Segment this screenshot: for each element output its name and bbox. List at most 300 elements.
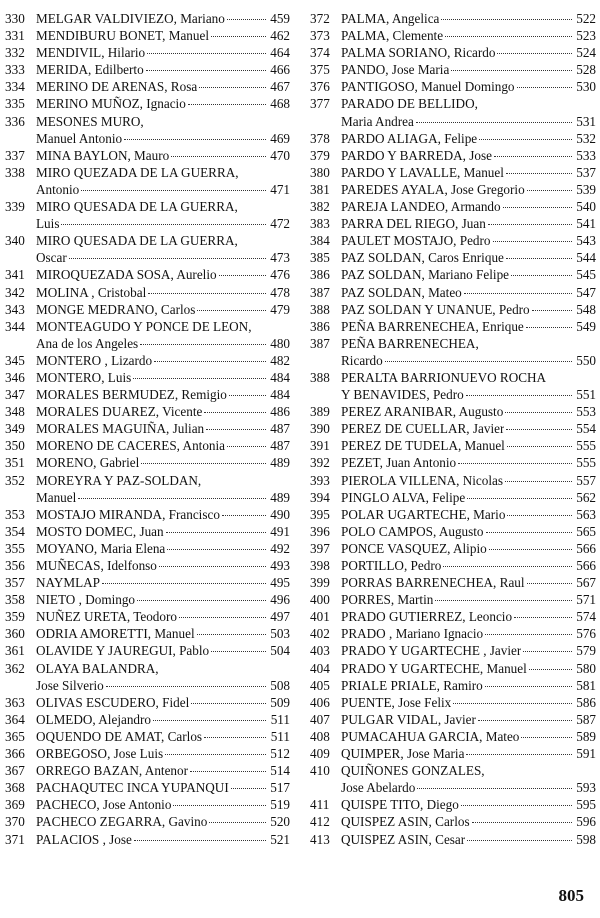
entry-number: 341 bbox=[5, 267, 25, 283]
index-entry bbox=[5, 608, 290, 625]
entry-number: 365 bbox=[5, 728, 25, 744]
dot-leader bbox=[134, 840, 266, 841]
index-entry bbox=[5, 352, 290, 369]
entry-continuation-line bbox=[5, 181, 290, 198]
index-entry bbox=[310, 540, 596, 557]
index-entry bbox=[5, 164, 290, 198]
dot-leader bbox=[532, 310, 572, 311]
entry-name: PONCE VASQUEZ, Alipio bbox=[341, 540, 487, 556]
entry-line bbox=[310, 420, 596, 437]
index-entry bbox=[5, 454, 290, 471]
entry-number: 362 bbox=[5, 660, 25, 676]
entry-number: 392 bbox=[310, 455, 330, 471]
entry-number: 331 bbox=[5, 28, 25, 44]
index-entry bbox=[5, 728, 290, 745]
entry-page: 495 bbox=[270, 575, 290, 591]
entry-line bbox=[5, 318, 290, 335]
entry-page: 511 bbox=[270, 711, 290, 727]
entry-line bbox=[5, 728, 290, 745]
entry-line bbox=[310, 284, 596, 301]
entry-line bbox=[5, 796, 290, 813]
dot-leader bbox=[137, 600, 266, 601]
entry-line bbox=[5, 10, 290, 27]
dot-leader bbox=[133, 378, 266, 379]
entry-name: MONTEAGUDO Y PONCE DE LEON, bbox=[36, 318, 252, 334]
entry-line bbox=[5, 113, 290, 130]
entry-continuation-line bbox=[5, 677, 290, 694]
entry-number: 330 bbox=[5, 11, 25, 26]
entry-line bbox=[5, 420, 290, 437]
index-entry bbox=[5, 813, 290, 830]
entry-number: 376 bbox=[310, 79, 330, 95]
entry-name: PALMA, Angelica bbox=[341, 11, 440, 26]
entry-name: PACHECO ZEGARRA, Gavino bbox=[36, 814, 208, 830]
entry-number: 353 bbox=[5, 506, 25, 522]
entry-number: 364 bbox=[5, 711, 25, 727]
entry-page: 555 bbox=[576, 455, 596, 471]
dot-leader bbox=[141, 463, 266, 464]
entry-page: 464 bbox=[270, 45, 290, 61]
dot-leader bbox=[204, 412, 266, 413]
entry-name: PEREZ ARANIBAR, Augusto bbox=[341, 404, 504, 420]
dot-leader bbox=[211, 36, 266, 37]
entry-page: 586 bbox=[576, 694, 596, 710]
dot-leader bbox=[165, 754, 266, 755]
index-entry bbox=[310, 44, 596, 61]
entry-line bbox=[310, 540, 596, 557]
entry-name: MORENO, Gabriel bbox=[36, 455, 140, 471]
index-entry bbox=[310, 249, 596, 266]
index-entry bbox=[310, 608, 596, 625]
entry-name: ORREGO BAZAN, Antenor bbox=[36, 763, 189, 779]
entry-continuation-line bbox=[5, 215, 290, 232]
entry-name: PARDO ALIAGA, Felipe bbox=[341, 130, 478, 146]
entry-name: PALMA SORIANO, Ricardo bbox=[341, 45, 496, 61]
entry-name-continuation: Manuel bbox=[36, 489, 77, 505]
entry-line bbox=[5, 301, 290, 318]
entry-line bbox=[310, 95, 596, 112]
entry-name: MIRO QUESADA DE LA GUERRA, bbox=[36, 233, 238, 249]
dot-leader bbox=[478, 720, 572, 721]
index-entry bbox=[310, 27, 596, 44]
index-entry bbox=[310, 711, 596, 728]
entry-page: 480 bbox=[270, 335, 290, 351]
entry-line bbox=[310, 642, 596, 659]
entry-page: 517 bbox=[270, 780, 290, 796]
index-entry bbox=[310, 61, 596, 78]
entry-line bbox=[310, 813, 596, 830]
entry-page: 466 bbox=[270, 62, 290, 78]
entry-name: PARRA DEL RIEGO, Juan bbox=[341, 216, 486, 232]
entry-number: 378 bbox=[310, 130, 330, 146]
entry-line bbox=[310, 335, 596, 352]
dot-leader bbox=[507, 446, 572, 447]
index-entry bbox=[5, 591, 290, 608]
entry-number: 333 bbox=[5, 62, 25, 78]
index-entry bbox=[5, 523, 290, 540]
entry-name: PEREZ DE TUDELA, Manuel bbox=[341, 438, 505, 454]
dot-leader bbox=[204, 737, 266, 738]
entry-number: 374 bbox=[310, 45, 330, 61]
entry-name-continuation: Jose Abelardo bbox=[341, 780, 416, 796]
dot-leader bbox=[209, 822, 266, 823]
entry-name: PRADO Y UGARTECHE , Javier bbox=[341, 643, 522, 659]
entry-page: 566 bbox=[576, 540, 596, 556]
entry-line bbox=[5, 352, 290, 369]
entry-line bbox=[5, 660, 290, 677]
index-entry bbox=[5, 386, 290, 403]
entry-line bbox=[5, 523, 290, 540]
index-entry bbox=[5, 831, 290, 848]
dot-leader bbox=[199, 87, 266, 88]
dot-leader bbox=[485, 686, 572, 687]
dot-leader bbox=[479, 139, 572, 140]
entry-page: 563 bbox=[576, 506, 596, 522]
entry-name: MINA BAYLON, Mauro bbox=[36, 147, 170, 163]
dot-leader bbox=[485, 634, 572, 635]
dot-leader bbox=[81, 190, 266, 191]
dot-leader bbox=[488, 224, 572, 225]
index-entry bbox=[5, 711, 290, 728]
entry-number: 389 bbox=[310, 404, 330, 420]
entry-name: MUÑECAS, Idelfonso bbox=[36, 558, 157, 573]
dot-leader bbox=[229, 395, 266, 396]
entry-line bbox=[310, 574, 596, 591]
dot-leader bbox=[514, 617, 572, 618]
entry-number: 348 bbox=[5, 404, 25, 420]
dot-leader bbox=[106, 686, 266, 687]
index-entry bbox=[310, 591, 596, 608]
entry-name: PERALTA BARRIONUEVO ROCHA bbox=[341, 369, 547, 385]
entry-name: PARDO Y BARREDA, Jose bbox=[341, 147, 492, 163]
entry-number: 370 bbox=[5, 814, 25, 830]
entry-page: 531 bbox=[576, 113, 596, 129]
entry-page: 467 bbox=[270, 79, 290, 95]
index-entry bbox=[5, 796, 290, 813]
entry-page: 557 bbox=[576, 472, 596, 488]
entry-number: 343 bbox=[5, 301, 25, 317]
dot-leader bbox=[159, 566, 266, 567]
entry-name: PEÑA BARRENECHEA, Enrique bbox=[341, 318, 524, 334]
entry-number: 346 bbox=[5, 369, 25, 385]
entry-number: 412 bbox=[310, 814, 330, 830]
dot-leader bbox=[69, 258, 266, 259]
index-entry bbox=[5, 625, 290, 642]
entry-number: 393 bbox=[310, 472, 330, 488]
entry-page: 470 bbox=[270, 147, 290, 163]
entry-number: 372 bbox=[310, 11, 330, 26]
entry-page: 492 bbox=[270, 540, 290, 556]
entry-line bbox=[5, 403, 290, 420]
entry-line bbox=[5, 386, 290, 403]
entry-page: 587 bbox=[576, 711, 596, 727]
entry-line bbox=[310, 472, 596, 489]
entry-line bbox=[5, 608, 290, 625]
entry-name: QUISPEZ ASIN, Cesar bbox=[341, 831, 466, 847]
index-entry bbox=[5, 318, 290, 352]
entry-name: POLO CAMPOS, Augusto bbox=[341, 523, 484, 539]
entry-name: PRADO Y UGARTECHE, Manuel bbox=[341, 660, 527, 676]
entry-line bbox=[310, 608, 596, 625]
entry-number: 396 bbox=[310, 523, 330, 539]
dot-leader bbox=[506, 173, 572, 174]
entry-name: PULGAR VIDAL, Javier bbox=[341, 711, 476, 727]
dot-leader bbox=[527, 583, 572, 584]
entry-line bbox=[5, 642, 290, 659]
entry-page: 489 bbox=[270, 455, 290, 471]
dot-leader bbox=[527, 190, 572, 191]
entry-name: OLIVAS ESCUDERO, Fidel bbox=[36, 694, 190, 710]
entry-line bbox=[5, 694, 290, 711]
entry-line bbox=[310, 78, 596, 95]
entry-name: PEREZ DE CUELLAR, Javier bbox=[341, 421, 505, 437]
entry-page: 462 bbox=[270, 28, 290, 44]
entry-page: 478 bbox=[270, 284, 290, 300]
entry-number: 356 bbox=[5, 558, 25, 573]
dot-leader bbox=[154, 361, 266, 362]
entry-page: 511 bbox=[270, 728, 290, 744]
entry-page: 589 bbox=[576, 728, 596, 744]
entry-line bbox=[310, 591, 596, 608]
entry-line bbox=[310, 796, 596, 813]
index-entry bbox=[5, 779, 290, 796]
entry-line bbox=[5, 762, 290, 779]
entry-line bbox=[5, 232, 290, 249]
entry-number: 386 bbox=[310, 267, 330, 283]
entry-page: 581 bbox=[576, 677, 596, 693]
entry-name: NIETO , Domingo bbox=[36, 592, 136, 608]
entry-page: 543 bbox=[576, 233, 596, 249]
entry-line bbox=[310, 249, 596, 266]
entry-number: 361 bbox=[5, 643, 25, 659]
entry-line bbox=[5, 198, 290, 215]
dot-leader bbox=[197, 634, 266, 635]
index-entry bbox=[5, 369, 290, 386]
dot-leader bbox=[206, 429, 266, 430]
entry-name: MORALES MAGUIÑA, Julian bbox=[36, 421, 205, 437]
entry-name-continuation: Oscar bbox=[36, 250, 67, 266]
index-entry bbox=[310, 335, 596, 369]
dot-leader bbox=[523, 651, 572, 652]
entry-page: 548 bbox=[576, 301, 596, 317]
index-entry bbox=[310, 745, 596, 762]
entry-line bbox=[5, 147, 290, 164]
entry-name: MENDIBURU BONET, Manuel bbox=[36, 28, 210, 44]
entry-name: PORTILLO, Pedro bbox=[341, 558, 442, 573]
entry-number: 388 bbox=[310, 301, 330, 317]
entry-page: 471 bbox=[270, 181, 290, 197]
dot-leader bbox=[467, 840, 572, 841]
dot-leader bbox=[517, 87, 572, 88]
entry-page: 514 bbox=[270, 763, 290, 779]
entry-page: 555 bbox=[576, 438, 596, 454]
entry-name: PAREDES AYALA, Jose Gregorio bbox=[341, 181, 525, 197]
index-entry bbox=[5, 437, 290, 454]
dot-leader bbox=[521, 737, 572, 738]
index-entry bbox=[5, 557, 290, 574]
entry-line bbox=[5, 266, 290, 283]
entry-line bbox=[5, 625, 290, 642]
entry-line bbox=[5, 454, 290, 471]
entry-line bbox=[310, 625, 596, 642]
entry-number: 360 bbox=[5, 626, 25, 642]
entry-number: 409 bbox=[310, 746, 330, 762]
entry-name: QUIMPER, Jose Maria bbox=[341, 746, 465, 762]
entry-line bbox=[310, 181, 596, 198]
entry-number: 344 bbox=[5, 318, 25, 334]
entry-number: 384 bbox=[310, 233, 330, 249]
index-entry bbox=[310, 728, 596, 745]
dot-leader bbox=[417, 788, 572, 789]
entry-line bbox=[310, 44, 596, 61]
entry-name: PALMA, Clemente bbox=[341, 28, 444, 44]
entry-line bbox=[310, 677, 596, 694]
entry-page: 591 bbox=[576, 746, 596, 762]
entry-line bbox=[310, 489, 596, 506]
index-entry bbox=[310, 489, 596, 506]
index-entry bbox=[310, 420, 596, 437]
index-entry bbox=[5, 745, 290, 762]
entry-name: OLMEDO, Alejandro bbox=[36, 711, 152, 727]
entry-line bbox=[5, 779, 290, 796]
index-entry bbox=[5, 403, 290, 420]
index-entry bbox=[310, 574, 596, 591]
index-entry bbox=[5, 61, 290, 78]
entry-line bbox=[310, 147, 596, 164]
index-entry bbox=[310, 557, 596, 574]
entry-name-continuation: Y BENAVIDES, Pedro bbox=[341, 387, 464, 403]
entry-name: PRADO , Mariano Ignacio bbox=[341, 626, 484, 642]
entry-name: OQUENDO DE AMAT, Carlos bbox=[36, 728, 203, 744]
entry-line bbox=[310, 437, 596, 454]
entry-page: 596 bbox=[576, 814, 596, 830]
entry-name: MOSTO DOMEC, Juan bbox=[36, 523, 164, 539]
entry-page: 482 bbox=[270, 352, 290, 368]
entry-number: 352 bbox=[5, 472, 25, 488]
entry-number: 336 bbox=[5, 113, 25, 129]
entry-number: 406 bbox=[310, 694, 330, 710]
index-entry bbox=[5, 95, 290, 112]
index-entry bbox=[5, 762, 290, 779]
entry-name: PAZ SOLDAN, Mateo bbox=[341, 284, 462, 300]
dot-leader bbox=[147, 53, 266, 54]
entry-line bbox=[310, 318, 596, 335]
entry-name: MERINO MUÑOZ, Ignacio bbox=[36, 96, 186, 112]
entry-page: 489 bbox=[270, 489, 290, 505]
dot-leader bbox=[461, 805, 572, 806]
entry-number: 355 bbox=[5, 540, 25, 556]
entry-continuation-line bbox=[310, 386, 596, 403]
entry-number: 345 bbox=[5, 352, 25, 368]
dot-leader bbox=[153, 720, 266, 721]
dot-leader bbox=[486, 532, 572, 533]
entry-page: 571 bbox=[576, 592, 596, 608]
entry-line bbox=[310, 301, 596, 318]
entry-page: 497 bbox=[270, 609, 290, 625]
index-entry bbox=[310, 506, 596, 523]
entry-number: 368 bbox=[5, 780, 25, 796]
entry-name: PALACIOS , Jose bbox=[36, 831, 132, 847]
entry-page: 524 bbox=[576, 45, 596, 61]
entry-name: OLAVIDE Y JAUREGUI, Pablo bbox=[36, 643, 210, 659]
entry-line bbox=[5, 745, 290, 762]
entry-number: 405 bbox=[310, 677, 330, 693]
entry-number: 371 bbox=[5, 831, 25, 847]
entry-page: 469 bbox=[270, 130, 290, 146]
entry-name: PARDO Y LAVALLE, Manuel bbox=[341, 164, 504, 180]
entry-name: MESONES MURO, bbox=[36, 113, 144, 129]
entry-name: MORALES DUAREZ, Vicente bbox=[36, 404, 203, 420]
dot-leader bbox=[494, 156, 572, 157]
index-entry bbox=[310, 95, 596, 129]
entry-name: PORRAS BARRENECHEA, Raul bbox=[341, 575, 525, 591]
index-entry bbox=[5, 27, 290, 44]
entry-line bbox=[5, 472, 290, 489]
entry-number: 403 bbox=[310, 643, 330, 659]
entry-name: PAZ SOLDAN Y UNANUE, Pedro bbox=[341, 301, 530, 317]
entry-number: 385 bbox=[310, 250, 330, 266]
index-entry bbox=[310, 78, 596, 95]
entry-line bbox=[5, 711, 290, 728]
index-entry bbox=[310, 403, 596, 420]
entry-number: 388 bbox=[310, 369, 330, 385]
entry-name: PANDO, Jose Maria bbox=[341, 62, 450, 78]
entry-number: 367 bbox=[5, 763, 25, 779]
entry-page: 493 bbox=[270, 558, 290, 573]
index-entry bbox=[5, 506, 290, 523]
dot-leader bbox=[188, 104, 266, 105]
entry-page: 479 bbox=[270, 301, 290, 317]
entry-name: MONGE MEDRANO, Carlos bbox=[36, 301, 196, 317]
entry-name: PUENTE, Jose Felix bbox=[341, 694, 452, 710]
entry-page: 530 bbox=[576, 79, 596, 95]
entry-page: 512 bbox=[270, 746, 290, 762]
entry-page: 523 bbox=[576, 28, 596, 44]
entry-page: 553 bbox=[576, 404, 596, 420]
entry-line bbox=[5, 591, 290, 608]
entry-line bbox=[5, 78, 290, 95]
entry-line bbox=[5, 284, 290, 301]
entry-number: 358 bbox=[5, 592, 25, 608]
index-entry bbox=[310, 181, 596, 198]
entry-number: 381 bbox=[310, 181, 330, 197]
entry-line bbox=[5, 540, 290, 557]
dot-leader bbox=[458, 463, 572, 464]
index-entry bbox=[310, 694, 596, 711]
entry-number: 369 bbox=[5, 797, 25, 813]
index-entry bbox=[310, 147, 596, 164]
dot-leader bbox=[227, 446, 266, 447]
entry-continuation-line bbox=[310, 352, 596, 369]
entry-number: 347 bbox=[5, 387, 25, 403]
dot-leader bbox=[148, 293, 266, 294]
index-entry bbox=[310, 677, 596, 694]
index-entry bbox=[5, 232, 290, 266]
entry-line bbox=[310, 454, 596, 471]
index-column-left bbox=[5, 10, 290, 848]
entry-number: 382 bbox=[310, 199, 330, 215]
entry-name: PINGLO ALVA, Felipe bbox=[341, 489, 466, 505]
entry-line bbox=[310, 266, 596, 283]
entry-line bbox=[5, 574, 290, 591]
entry-page: 551 bbox=[576, 387, 596, 403]
entry-line bbox=[310, 61, 596, 78]
entry-page: 532 bbox=[576, 130, 596, 146]
entry-page: 484 bbox=[270, 387, 290, 403]
dot-leader bbox=[453, 703, 572, 704]
dot-leader bbox=[167, 549, 266, 550]
entry-name: MERIDA, Edilberto bbox=[36, 62, 144, 78]
